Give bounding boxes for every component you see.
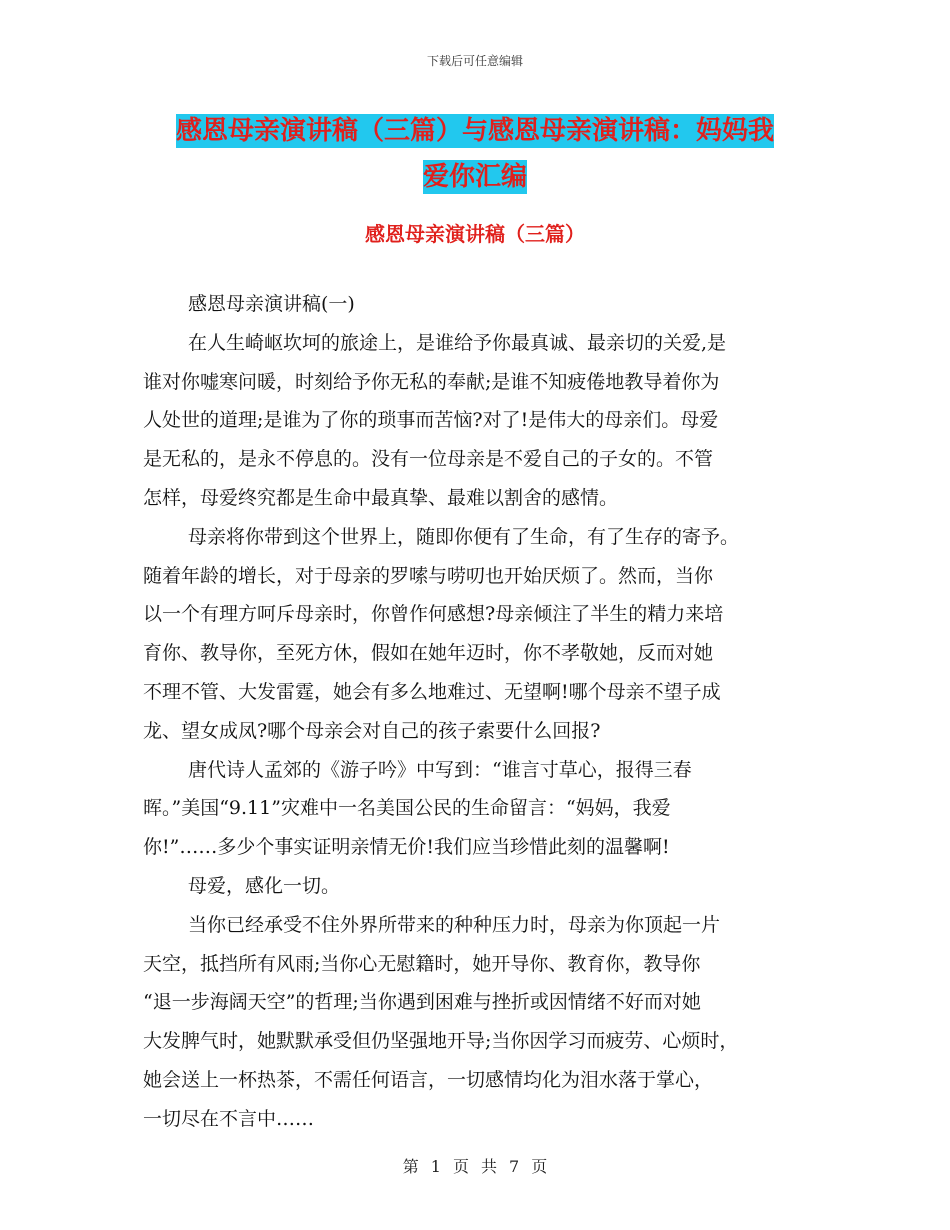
body-line: 人处世的道理;是谁为了你的琐事而苦恼?对了!是伟大的母亲们。母爱: [143, 409, 719, 432]
footer-page-number: 1: [430, 1157, 441, 1176]
body-line: 谁对你嘘寒问暖，时刻给予你无私的奉献;是谁不知疲倦地教导着你为: [143, 370, 720, 393]
body-line: 大发脾气时，她默默承受但仍坚强地开导;当你因学习而疲劳、心烦时，: [143, 1030, 739, 1053]
body-line: 育你、教导你，至死方休，假如在她年迈时，你不孝敬她，反而对她: [143, 642, 714, 665]
body-line: 唐代诗人孟郊的《游子吟》中写到：“谁言寸草心，报得三春: [188, 758, 692, 781]
body-line: “退一步海阔天空”的哲理;当你遇到困难与挫折或因情绪不好而对她: [143, 991, 701, 1014]
body-line: 龙、望女成凤?哪个母亲会对自己的孩子索要什么回报?: [143, 719, 601, 742]
body-line: 感恩母亲演讲稿(一): [188, 293, 355, 315]
footer-ye2: 页: [531, 1157, 548, 1176]
section-title: 感恩母亲演讲稿（三篇）: [365, 222, 585, 246]
footer-ye: 页: [452, 1157, 469, 1176]
document-title-line1: 感恩母亲演讲稿（三篇）与感恩母亲演讲稿：妈妈我: [175, 116, 774, 146]
page-footer: [0, 1154, 950, 1177]
body-text: [143, 285, 811, 1139]
body-line: 她会送上一杯热茶，不需任何语言，一切感情均化为泪水落于掌心，: [143, 1068, 714, 1091]
body-line: 在人生崎岖坎坷的旅途上，是谁给予你最真诚、最亲切的关爱,是: [188, 331, 727, 354]
body-line: 你!”……多少个事实证明亲情无价!我们应当珍惜此刻的温馨啊!: [143, 836, 670, 859]
document-title-line2: 爱你汇编: [422, 162, 527, 192]
footer-di: 第: [402, 1157, 419, 1176]
body-line: 晖。”美国“9.11”灾难中一名美国公民的生命留言：“妈妈，我爱: [143, 797, 671, 820]
footer-total-pages: 7: [509, 1157, 520, 1176]
body-line: 是无私的，是永不停息的。没有一位母亲是不爱自己的子女的。不管: [143, 448, 714, 471]
header-note: 下载后可任意编辑: [426, 54, 523, 68]
body-line: 怎样，母爱终究都是生命中最真挚、最难以割舍的感情。: [143, 486, 619, 509]
footer-gong: 共: [481, 1157, 498, 1176]
body-line: 母亲将你带到这个世界上，随即你便有了生命，有了生存的寄予。: [188, 525, 740, 548]
body-line: 母爱，感化一切。: [188, 874, 341, 897]
body-line: 随着年龄的增长，对于母亲的罗嗦与唠叨也开始厌烦了。然而，当你: [143, 564, 714, 587]
body-line: 以一个有理方呵斥母亲时，你曾作何感想?母亲倾注了半生的精力来培: [143, 603, 724, 626]
body-line: 当你已经承受不住外界所带来的种种压力时，母亲为你顶起一片: [188, 913, 721, 936]
body-line: 一切尽在不言中……: [143, 1107, 315, 1130]
document-title: [0, 108, 950, 200]
body-line: 天空，抵挡所有风雨;当你心无慰籍时，她开导你、教育你，教导你: [143, 952, 701, 975]
body-line: 不理不管、大发雷霆，她会有多么地难过、无望啊!哪个母亲不望子成: [143, 680, 721, 703]
